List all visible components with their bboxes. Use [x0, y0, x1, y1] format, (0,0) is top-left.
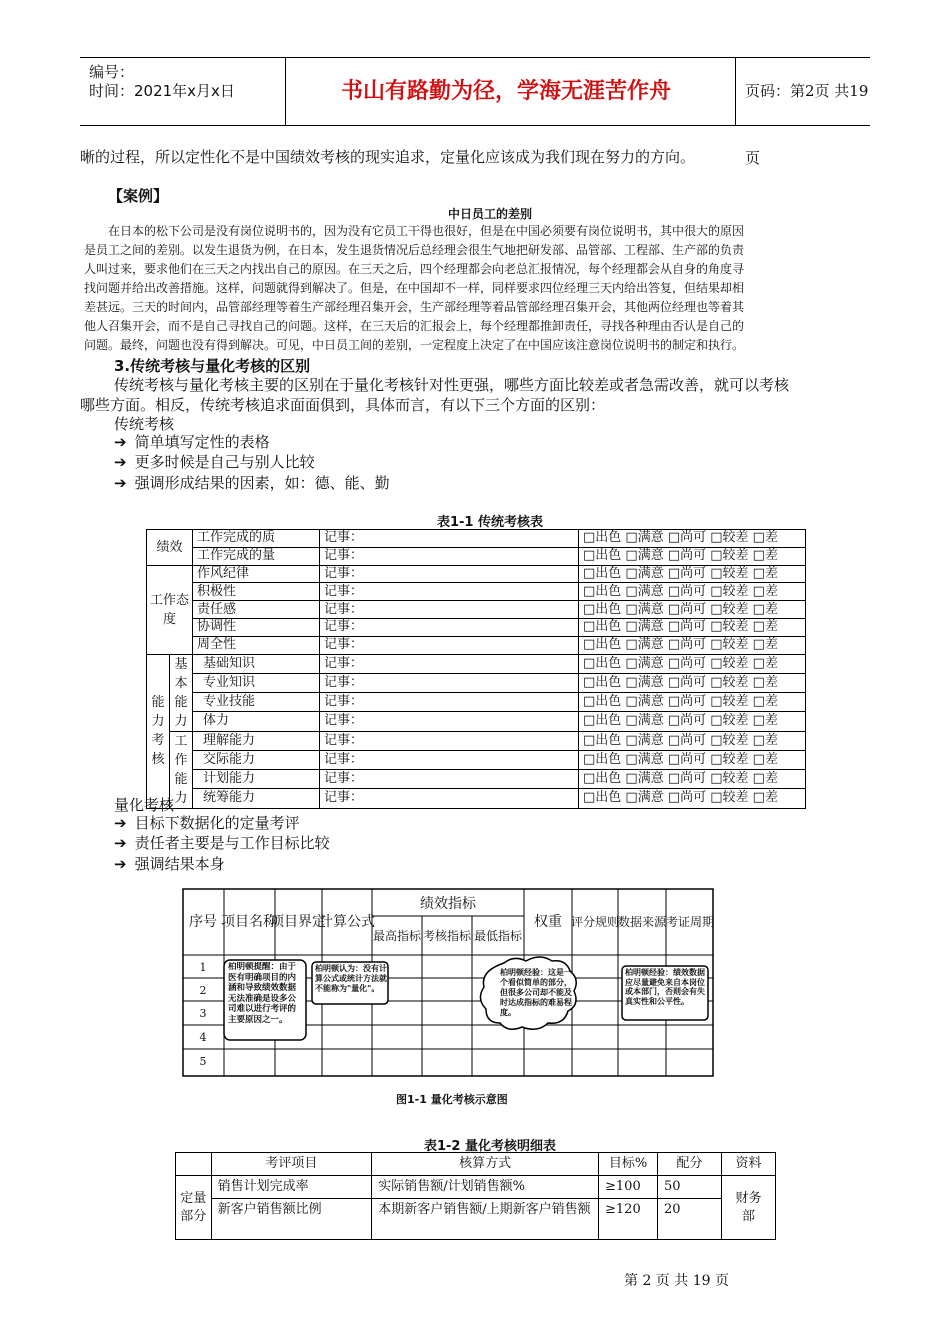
row-label: 作风纪律 [193, 565, 320, 583]
rating-options: □出色 □满意 □尚可 □较差 □差 [579, 601, 806, 619]
t2-header: 核算方式 [372, 1153, 599, 1176]
arrow-icon: ➔ [114, 834, 127, 852]
quant-table [175, 1152, 776, 1240]
table-row [147, 636, 806, 654]
row-label: 专业知识 [193, 673, 320, 692]
table-row [147, 693, 806, 712]
header-motto: 书山有路勤为径，学海无涯苦作舟 [277, 58, 736, 125]
rating-options: □出色 □满意 □尚可 □较差 □差 [579, 750, 806, 769]
quant-figure [182, 888, 714, 1078]
arrow-icon: ➔ [114, 433, 127, 451]
row-label: 体力 [193, 712, 320, 731]
t2-header: 考评项目 [211, 1153, 372, 1176]
rating-options: □出色 □满意 □尚可 □较差 □差 [579, 712, 806, 731]
table-row [147, 530, 806, 548]
bubble-3-text: 柏明顿经验：这是一个看似简单的部分，但很多公司却不能及时达成指标的难易程度。 [500, 968, 572, 1017]
row-label: 工作完成的质 [193, 530, 320, 548]
quant-item: ➔ 责任者主要是与工作目标比较 [114, 834, 330, 852]
group-attitude: 工作态度 [147, 565, 193, 654]
record-field: 记事： [320, 636, 579, 654]
rating-options: □出色 □满意 □尚可 □较差 □差 [579, 636, 806, 654]
arrow-icon: ➔ [114, 814, 127, 832]
traditional-item: ➔ 强调形成结果的因素，如：德、能、勤 [114, 474, 390, 492]
row-label: 工作完成的量 [193, 547, 320, 565]
t2-score: 20 [657, 1199, 721, 1240]
fig-row-number: 1 [199, 961, 207, 974]
quant-item: ➔ 强调结果本身 [114, 855, 225, 873]
fig-header: 评分规则 [570, 915, 620, 929]
table-row [147, 547, 806, 565]
record-field: 记事： [320, 618, 579, 636]
fig-header: 数据来源 [617, 915, 667, 929]
row-label: 基础知识 [193, 654, 320, 673]
t2-target: ≥120 [599, 1199, 658, 1240]
case-title: 中日员工的差别 [447, 207, 532, 221]
record-field: 记事： [320, 731, 579, 750]
fig-row-number: 5 [199, 1055, 207, 1068]
table-row [147, 770, 806, 789]
quant-label: 量化考核 [114, 796, 175, 814]
rating-options: □出色 □满意 □尚可 □较差 □差 [579, 583, 806, 601]
record-field: 记事： [320, 693, 579, 712]
rating-options: □出色 □满意 □尚可 □较差 □差 [579, 547, 806, 565]
traditional-item: ➔ 简单填写定性的表格 [114, 433, 270, 451]
t2-score: 50 [657, 1176, 721, 1199]
t2-header: 目标% [599, 1153, 658, 1176]
arrow-icon: ➔ [114, 855, 127, 873]
intro-line: 晰的过程，所以定性化不是中国绩效考核的现实追求，定量化应该成为我们现在努力的方向。 [80, 148, 696, 166]
record-field: 记事： [320, 673, 579, 692]
traditional-label: 传统考核 [114, 415, 175, 433]
case-line: 问题。最终，问题也没有得到解决。可见，中日员工间的差别，一定程度上决定了在中国应该注意岗位说明书的制定和执行。 [84, 338, 745, 352]
record-field: 记事： [320, 583, 579, 601]
header-number: 编号： [89, 63, 135, 81]
rating-options: □出色 □满意 □尚可 □较差 □差 [579, 731, 806, 750]
record-field: 记事： [320, 654, 579, 673]
row-label: 交际能力 [193, 750, 320, 769]
t2-method: 本期新客户销售额/上期新客户销售额 [372, 1199, 599, 1240]
rating-options: □出色 □满意 □尚可 □较差 □差 [579, 673, 806, 692]
row-label: 责任感 [193, 601, 320, 619]
fig-header: 最高指标 [372, 929, 422, 943]
group-work: 工作能力 [170, 731, 193, 808]
case-line: 他人召集开会，而不是自己寻找自己的问题。这样，在三天后的汇报会上，每个经理都推卸责任，寻找各种理由否认是自己的 [84, 319, 745, 333]
traditional-item: ➔ 更多时候是自己与别人比较 [114, 453, 315, 471]
section-heading: 3.传统考核与量化考核的区别 [114, 357, 311, 375]
table-row [147, 654, 806, 673]
section-para-2: 哪些方面。相反，传统考核追求面面俱到，具体而言，有以下三个方面的区别： [80, 396, 606, 414]
t2-group: 定量部分 [176, 1176, 212, 1240]
figure-caption: 图1-1 量化考核示意图 [396, 1093, 508, 1106]
fig-header: 项目名称 [221, 914, 277, 930]
rating-options: □出色 □满意 □尚可 □较差 □差 [579, 565, 806, 583]
fig-header: 权重 [534, 914, 562, 930]
arrow-icon: ➔ [114, 474, 127, 492]
record-field: 记事： [320, 547, 579, 565]
section-para-1: 传统考核与量化考核主要的区别在于量化考核针对性更强，哪些方面比较差或者急需改善，就可以考核 [114, 376, 790, 394]
header-page-code: 页码：第2页 共19页 [745, 82, 869, 167]
case-line: 在日本的松下公司是没有岗位说明书的，因为没有它员工干得也很好，但是在中国必须要有岗位说明书，其中很大的原因 [108, 224, 745, 238]
rating-options: □出色 □满意 □尚可 □较差 □差 [579, 530, 806, 548]
rating-options: □出色 □满意 □尚可 □较差 □差 [579, 770, 806, 789]
case-line: 人叫过来，要求他们在三天之内找出自己的原因。在三天之后，四个经理都会向老总汇报情况，每个经理都会从自身的角度寻 [84, 262, 745, 276]
group-basic: 基本能力 [170, 654, 193, 731]
t2-item: 新客户销售额比例 [211, 1199, 372, 1240]
table-row [147, 601, 806, 619]
fig-header: 绩效指标 [420, 896, 476, 912]
record-field: 记事： [320, 712, 579, 731]
t2-source: 财务部 [722, 1176, 776, 1240]
fig-header: 最低指标 [473, 929, 523, 943]
table1-caption: 表1-1 传统考核表 [436, 515, 543, 530]
header-time: 时间：2021年x月x日 [89, 82, 235, 100]
t2-method: 实际销售额/计划销售额% [372, 1176, 599, 1199]
row-label: 计划能力 [193, 770, 320, 789]
group-ability: 能力考核 [147, 654, 170, 808]
case-label: 【案例】 [108, 187, 169, 205]
fig-header: 考核指标 [422, 929, 472, 943]
table-row [147, 673, 806, 692]
fig-row-number: 4 [199, 1031, 207, 1044]
bubble-1-text: 柏明顿提醒：由于医有明确项目的内涵和导致绩效数据无法准确是设多公司难以进行考评的主要原因之一。 [228, 962, 297, 1025]
fig-header: 计算公式 [319, 914, 375, 930]
case-line: 是员工之间的差别。以发生退货为例，在日本，发生退货情况后总经理会很生气地把研发部、品管部、工程部、生产部的负责 [84, 243, 745, 257]
rating-options: □出色 □满意 □尚可 □较差 □差 [579, 789, 806, 808]
page-footer: 第 2 页 共 19 页 [624, 1273, 729, 1289]
arrow-icon: ➔ [114, 453, 127, 471]
row-label: 统筹能力 [193, 789, 320, 808]
case-line: 找问题并给出改善措施。这样，问题就得到解决了。但是，在中国却不一样，同样要求四位经理三天内给出答复，但结果却相 [84, 281, 745, 295]
record-field: 记事： [320, 789, 579, 808]
fig-row-number: 3 [199, 1007, 207, 1020]
table-row [147, 750, 806, 769]
rating-options: □出色 □满意 □尚可 □较差 □差 [579, 618, 806, 636]
fig-header: 项目界定 [270, 914, 326, 930]
table-row [147, 789, 806, 808]
group-perf: 绩效 [147, 530, 193, 566]
row-label: 协调性 [193, 618, 320, 636]
table-row [147, 583, 806, 601]
rating-options: □出色 □满意 □尚可 □较差 □差 [579, 693, 806, 712]
table-row [147, 618, 806, 636]
fig-header: 考证周期 [665, 915, 714, 929]
case-line: 差甚远。三天的时间内，品管部经理等着生产部经理召集开会，生产部经理等着品管部经理召集开会，其他两位经理也等着其 [84, 300, 745, 314]
fig-row-number: 2 [199, 984, 207, 997]
rating-options: □出色 □满意 □尚可 □较差 □差 [579, 654, 806, 673]
record-field: 记事： [320, 770, 579, 789]
table-row [147, 731, 806, 750]
row-label: 专业技能 [193, 693, 320, 712]
traditional-table [146, 529, 806, 809]
table-row [147, 565, 806, 583]
row-label: 理解能力 [193, 731, 320, 750]
record-field: 记事： [320, 750, 579, 769]
fig-header: 序号 [189, 914, 217, 930]
bubble-4-text: 柏明顿经验：绩效数据应尽量避免来自本岗位或本部门，否则会有失真实性和公平性。 [625, 968, 705, 1006]
quant-item: ➔ 目标下数据化的定量考评 [114, 814, 300, 832]
t2-header: 资料 [722, 1153, 776, 1176]
record-field: 记事： [320, 601, 579, 619]
t2-target: ≥100 [599, 1176, 658, 1199]
table2-caption: 表1-2 量化考核明细表 [423, 1139, 556, 1154]
row-label: 积极性 [193, 583, 320, 601]
record-field: 记事： [320, 530, 579, 548]
record-field: 记事： [320, 565, 579, 583]
case-body [84, 222, 874, 355]
t2-header: 配分 [657, 1153, 721, 1176]
t2-item: 销售计划完成率 [211, 1176, 372, 1199]
bubble-2-text: 柏明顿认为：没有计算公式或统计方法就不能称为"量化"。 [315, 964, 387, 993]
table-row [147, 712, 806, 731]
header-meta [80, 58, 286, 125]
row-label: 周全性 [193, 636, 320, 654]
